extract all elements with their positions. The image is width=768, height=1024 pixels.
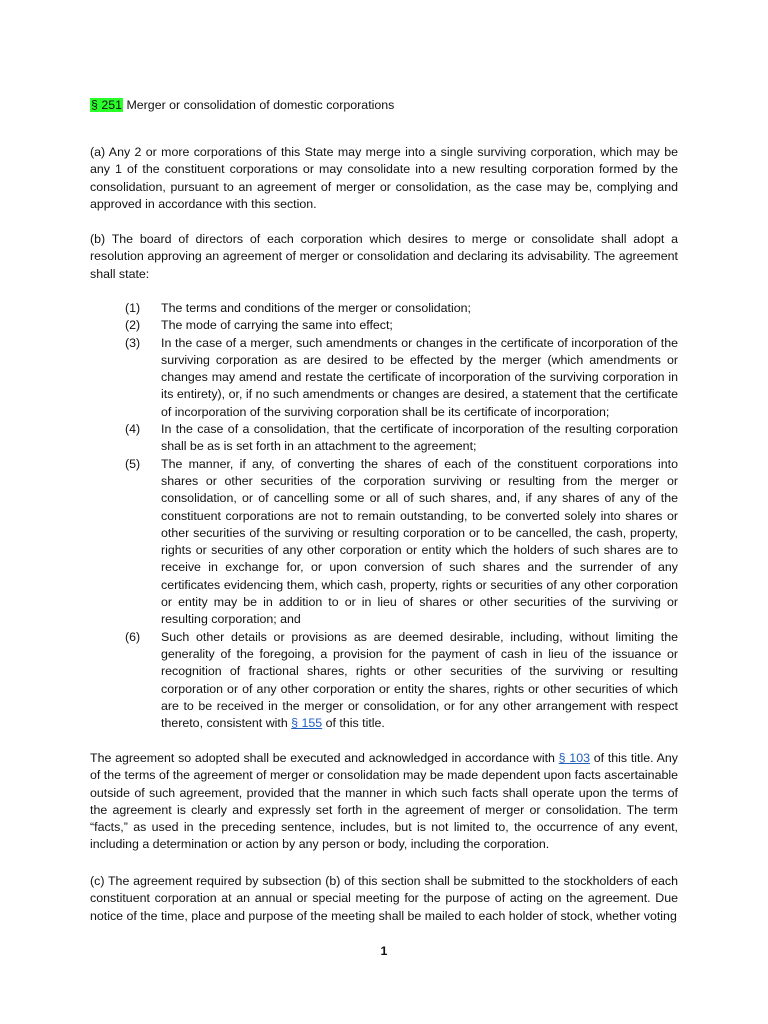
list-item — [90, 629, 678, 733]
list-item-text: In the case of a consolidation, that the certificate of incorporation of the resulting corporation shall be as is set forth in an attachment to the agreement; — [161, 422, 678, 454]
paragraph-c: (c) The agreement required by subsection (b) of this section shall be submitted to the stockholders of each constituent corporation at an annual or special meeting for the purpose of acting on the agreement. Due notice of the time, place and purpose of the meeting shall be mailed to each holder of stock, whether voting — [90, 874, 678, 923]
agreement-text-after: of this title. Any of the terms of the agreement of merger or consolidation may be made dependent upon facts ascertainable outside of such agreement, provided that the manner in which such facts shall operate upon the terms of the agreement is clearly and expressly set forth in the agreement of merger or consolidation. The term “facts,” as used in the preceding sentence, includes, but is not limited to, the occurrence of any event, including a determination or action by any person or body, including the corporation. — [90, 751, 678, 852]
paragraph-a: (a) Any 2 or more corporations of this State may merge into a single surviving corporation, which may be any 1 of the constituent corporations or may consolidate into a new resulting corporation formed by the consolidation, pursuant to an agreement of merger or consolidation, as the case may be, complying and approved in accordance with this section. — [90, 145, 678, 211]
agreement-requirements-list — [90, 300, 678, 732]
list-item-text — [161, 629, 678, 733]
list-item — [90, 456, 678, 629]
section-155-link[interactable]: § 155 — [291, 716, 323, 731]
list-item-number: (1) — [125, 301, 141, 315]
list-item-number: (3) — [125, 335, 141, 350]
section-103-link[interactable]: § 103 — [558, 751, 590, 765]
paragraph-b: (b) The board of directors of each corporation which desires to merge or consolidate shall adopt a resolution approving an agreement of merger or consolidation and declaring its advisability. The agreement shall state: — [90, 232, 678, 281]
list-item-number: (6) — [125, 629, 141, 644]
list-item-text: The manner, if any, of converting the shares of each of the constituent corporations into shares or other securities of the corporation surviving or resulting from the merger or consolidation, or of cancelling some or all of such shares, and, if any shares of any of the constituent corporations are not to remain outstanding, to be converted solely into shares or other securities of the surviving or resulting corporation or to be cancelled, the cash, property, rights or securities of any other corporation or entity which the holders of such shares are to receive in exchange for, or upon conversion of such shares and the surrender of any certificates evidencing them, which cash, property, rights or securities of any other corporation or entity may be in addition to or in lieu of shares or other securities of the surviving or resulting corporation; and — [161, 456, 678, 627]
list-item-number: (2) — [125, 318, 141, 333]
list-item-number: (4) — [125, 422, 141, 437]
list-item-text: The terms and conditions of the merger or consolidation; — [161, 301, 471, 315]
list-item-text-before: Such other details or provisions as are deemed desirable, including, without limiting the generality of the foregoing, a provision for the payment of cash in lieu of the issuance or recognition of fractional shares, rights or other securities of the surviving or resulting corporation or of any other corporation or entity the shares, rights or other securities of which are to be received in the merger or consolidation, or for any other arrangement with respect thereto, consistent with — [161, 629, 678, 731]
list-item — [90, 335, 678, 421]
list-item — [90, 300, 678, 317]
agreement-text-before: The agreement so adopted shall be executed and acknowledged in accordance with — [90, 751, 559, 765]
list-item — [90, 317, 678, 334]
section-heading — [90, 97, 394, 114]
list-item-text: In the case of a merger, such amendments or changes in the certificate of incorporation of the surviving corporation as are desired to be effected by the merger (which amendments or changes may amend and restate the certificate of incorporation of the surviving corporation in its entirety), or, if no such amendments or changes are desired, a statement that the certificate of incorporation of the surviving corporation shall be its certificate of incorporation; — [161, 335, 678, 419]
section-number-highlight[interactable]: § 251 — [91, 98, 123, 112]
section-title: Merger or consolidation of domestic corporations — [126, 98, 395, 112]
list-item-number: (5) — [125, 456, 141, 471]
page-number: 1 — [380, 944, 388, 958]
agreement-paragraph — [90, 750, 678, 854]
list-item — [90, 421, 678, 456]
list-item-text-after: of this title. — [322, 716, 385, 731]
list-item-text: The mode of carrying the same into effect; — [161, 318, 393, 333]
